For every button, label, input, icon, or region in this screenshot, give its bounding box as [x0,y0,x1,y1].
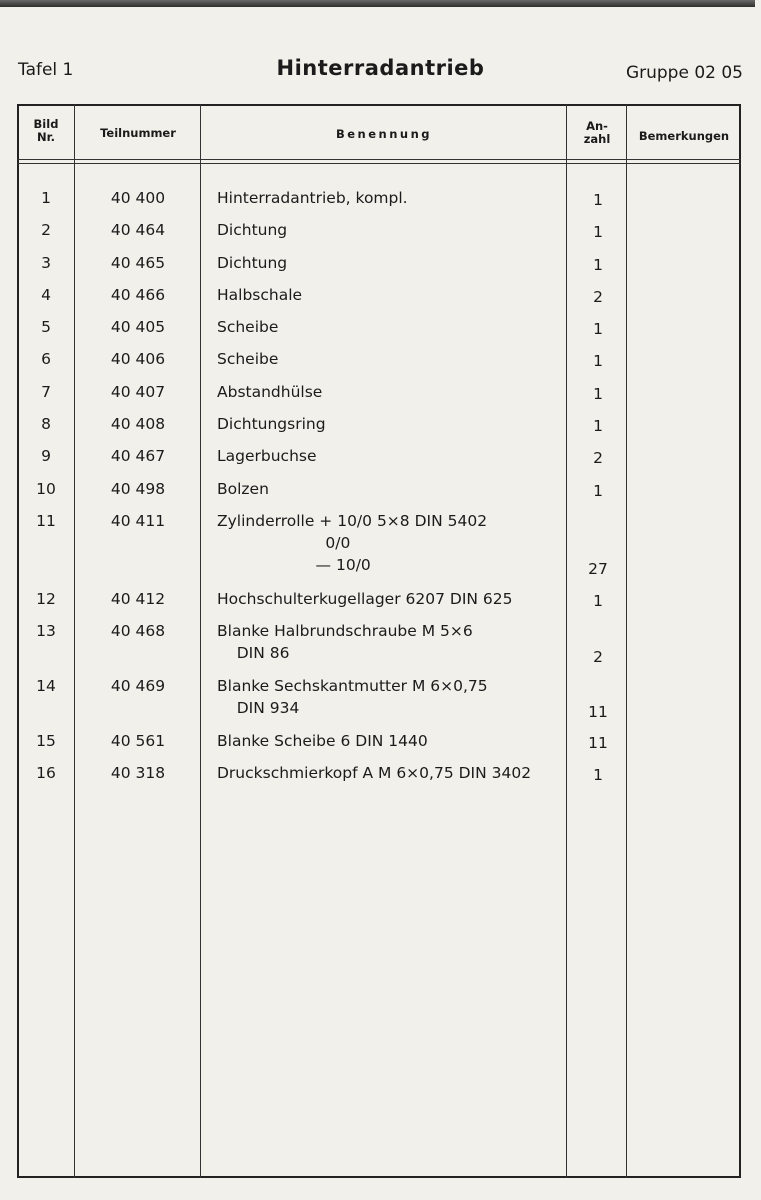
benennung-cell: Halbschale [217,286,303,304]
column-header-benennung: Benennung [335,127,433,141]
column-divider [74,104,75,1178]
anzahl-cell: 1 [593,352,603,370]
tafel-label: Tafel 1 [18,60,74,80]
benennung-cell: Dichtungsring [217,415,326,433]
column-header-text: Nr. [36,130,56,144]
benennung-cell: 0/0 [217,534,351,552]
anzahl-cell: 2 [593,648,603,666]
benennung-cell: Dichtung [217,221,288,239]
anzahl-cell: 1 [593,766,603,784]
column-header-teilnummer: Teilnummer [100,126,176,140]
teilnummer-cell: 40 405 [110,318,166,336]
bild-nr-cell: 16 [36,764,56,782]
anzahl-cell: 1 [593,223,603,241]
anzahl-cell: 1 [593,385,603,403]
teilnummer-cell: 40 411 [110,512,166,530]
bild-nr-cell: 12 [36,590,56,608]
benennung-cell: — 10/0 [217,556,371,574]
bild-nr-cell: 4 [41,286,51,304]
anzahl-cell: 2 [593,449,603,467]
bild-nr-cell: 5 [41,318,51,336]
column-header-bemerkungen: Bemerkungen [638,129,730,143]
gruppe-label: Gruppe 02 05 [625,63,743,83]
bild-nr-cell: 6 [41,350,51,368]
bild-nr-cell: 14 [36,677,56,695]
anzahl-cell: 1 [593,592,603,610]
benennung-cell: Zylinderrolle + 10/0 5×8 DIN 5402 [217,512,488,530]
teilnummer-cell: 40 466 [110,286,166,304]
column-header-anzahl [568,120,626,146]
bild-nr-cell: 9 [41,447,51,465]
benennung-cell: Dichtung [217,254,288,272]
benennung-cell: Lagerbuchse [217,447,317,465]
bild-nr-cell: 7 [41,383,51,401]
anzahl-cell: 27 [588,560,608,578]
benennung-cell: Blanke Halbrundschraube M 5×6 [217,622,473,640]
teilnummer-cell: 40 407 [110,383,166,401]
bild-nr-cell: 15 [36,732,56,750]
benennung-cell: Druckschmierkopf A M 6×0,75 DIN 3402 [217,764,532,782]
benennung-cell: DIN 86 [217,644,290,662]
top-edge-strip [0,0,755,7]
anzahl-cell: 1 [593,417,603,435]
teilnummer-cell: 40 469 [110,677,166,695]
benennung-cell: Blanke Scheibe 6 DIN 1440 [217,732,428,750]
teilnummer-cell: 40 465 [110,254,166,272]
anzahl-cell: 11 [588,734,608,752]
column-divider [200,104,201,1178]
teilnummer-cell: 40 412 [110,590,166,608]
anzahl-cell: 2 [593,288,603,306]
benennung-cell: Abstandhülse [217,383,323,401]
bild-nr-cell: 3 [41,254,51,272]
anzahl-cell: 1 [593,191,603,209]
bild-nr-cell: 2 [41,221,51,239]
benennung-cell: Blanke Sechskantmutter M 6×0,75 [217,677,488,695]
column-header-bild-nr [18,118,74,144]
column-header-text: zahl [583,132,611,146]
anzahl-cell: 11 [588,703,608,721]
teilnummer-cell: 40 464 [110,221,166,239]
header-divider [17,163,741,164]
column-header-text: An- [586,119,608,133]
bild-nr-cell: 1 [41,189,51,207]
bild-nr-cell: 8 [41,415,51,433]
anzahl-cell: 1 [593,320,603,338]
teilnummer-cell: 40 406 [110,350,166,368]
bild-nr-cell: 11 [36,512,56,530]
anzahl-cell: 1 [593,256,603,274]
benennung-cell: Hinterradantrieb, kompl. [217,189,408,207]
benennung-cell: Hochschulterkugellager 6207 DIN 625 [217,590,513,608]
teilnummer-cell: 40 408 [110,415,166,433]
teilnummer-cell: 40 498 [110,480,166,498]
benennung-cell: DIN 934 [217,699,300,717]
teilnummer-cell: 40 318 [110,764,166,782]
teilnummer-cell: 40 400 [110,189,166,207]
header-divider [17,159,741,160]
benennung-cell: Scheibe [217,350,279,368]
benennung-cell: Bolzen [217,480,269,498]
benennung-cell: Scheibe [217,318,279,336]
anzahl-cell: 1 [593,482,603,500]
column-header-text: Bild [33,117,59,131]
page-title: Hinterradantrieb [276,56,485,80]
bild-nr-cell: 10 [36,480,56,498]
bild-nr-cell: 13 [36,622,56,640]
teilnummer-cell: 40 467 [110,447,166,465]
teilnummer-cell: 40 561 [110,732,166,750]
teilnummer-cell: 40 468 [110,622,166,640]
